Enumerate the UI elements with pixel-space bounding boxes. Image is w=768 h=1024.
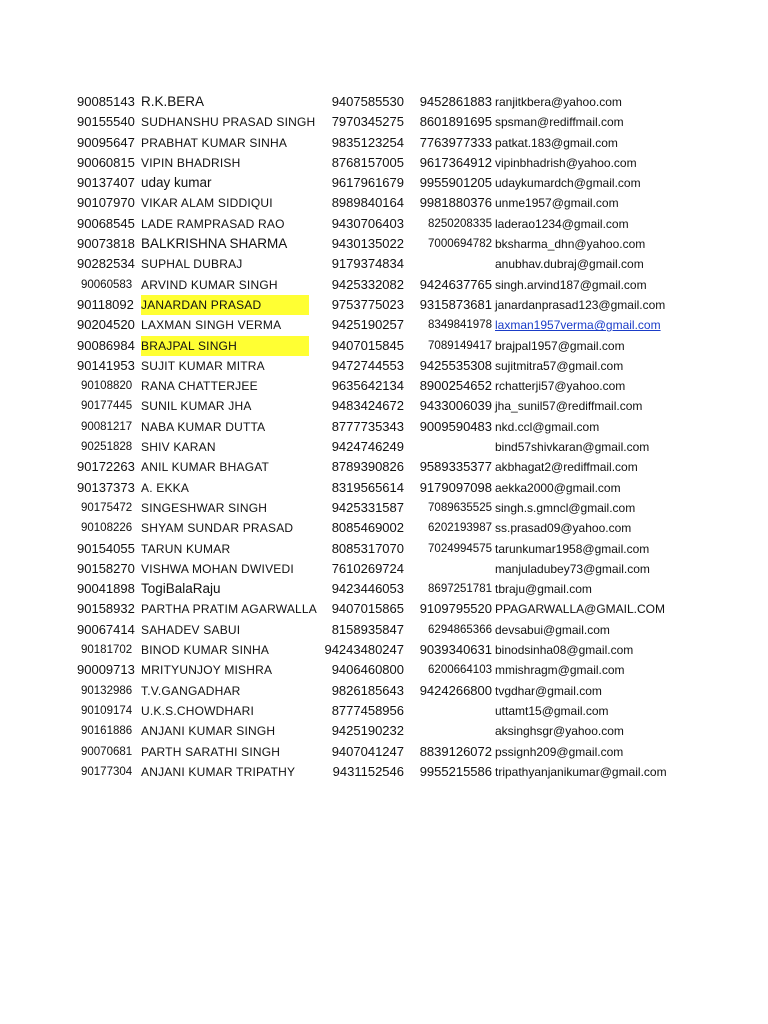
- employee-id: 90095647: [77, 134, 135, 150]
- employee-name: SUDHANSHU PRASAD SINGH: [141, 115, 316, 130]
- email-address: binodsinha08@gmail.com: [495, 643, 634, 658]
- phone-secondary: 9617364912: [419, 154, 492, 170]
- employee-name: T.V.GANGADHAR: [141, 683, 241, 698]
- phone-secondary: 7024994575: [428, 542, 492, 555]
- employee-name: BRAJPAL SINGH: [141, 336, 309, 356]
- phone-secondary: 7000694782: [428, 238, 492, 251]
- email-address: vipinbhadrish@yahoo.com: [495, 155, 637, 170]
- phone-primary: 9407585530: [331, 94, 404, 109]
- table-row: [0, 173, 768, 193]
- phone-primary: 9425190257: [331, 317, 404, 333]
- email-address: udaykumardch@gmail.com: [495, 176, 641, 191]
- phone-primary: 7610269724: [331, 560, 404, 576]
- employee-name: A. EKKA: [141, 480, 190, 495]
- phone-secondary: 9424266800: [419, 682, 492, 698]
- phone-primary: 9431152546: [332, 763, 404, 779]
- table-row: [0, 336, 768, 356]
- email-address: unme1957@gmail.com: [495, 196, 619, 211]
- employee-id: 90108226: [81, 522, 133, 535]
- phone-secondary: 9425535308: [419, 357, 492, 373]
- employee-id: 90158270: [77, 560, 135, 576]
- phone-primary: 9635642134: [331, 378, 404, 394]
- email-address: singh.arvind187@gmail.com: [495, 277, 647, 292]
- phone-secondary: 6294865366: [428, 623, 492, 636]
- employee-id: 90251828: [81, 441, 133, 454]
- table-row: [0, 559, 768, 579]
- employee-name: MRITYUNJOY MISHRA: [141, 663, 273, 678]
- email-address: sujitmitra57@gmail.com: [495, 358, 624, 373]
- table-row: [0, 640, 768, 660]
- email-address[interactable]: laxman1957verma@gmail.com: [495, 318, 661, 333]
- email-address: tbraju@gmail.com: [495, 582, 592, 597]
- employee-id: 90009713: [77, 662, 135, 678]
- employee-name: SHIV KARAN: [141, 440, 216, 455]
- email-address: ss.prasad09@yahoo.com: [495, 521, 632, 536]
- phone-primary: 9424746249: [331, 439, 404, 455]
- employee-id: 90060815: [77, 154, 135, 170]
- employee-id: 90108820: [81, 380, 133, 393]
- phone-secondary: 7089149417: [428, 339, 492, 352]
- table-row: [0, 498, 768, 518]
- employee-id: 90041898: [77, 581, 135, 597]
- phone-secondary: 8900254652: [419, 378, 492, 394]
- employee-id: 90172263: [77, 459, 135, 475]
- table-row: [0, 762, 768, 782]
- phone-primary: 9826185643: [331, 682, 404, 698]
- table-row: [0, 437, 768, 457]
- phone-primary: 9179374834: [331, 256, 404, 272]
- employee-id: 90177304: [81, 765, 133, 778]
- phone-secondary: 9452861883: [419, 94, 492, 109]
- email-address: jha_sunil57@rediffmail.com: [495, 399, 643, 414]
- table-row: [0, 396, 768, 416]
- phone-secondary: 9433006039: [419, 398, 492, 414]
- table-row: [0, 112, 768, 132]
- employee-id: 90137373: [77, 479, 135, 495]
- employee-id: 90060583: [81, 278, 133, 291]
- table-row: [0, 214, 768, 234]
- email-address: rchatterji57@yahoo.com: [495, 379, 626, 394]
- table-row: [0, 457, 768, 477]
- table-row: [0, 681, 768, 701]
- phone-secondary: 9424637765: [419, 276, 492, 292]
- employee-name: LAXMAN SINGH VERMA: [141, 318, 282, 333]
- email-address: mmishragm@gmail.com: [495, 663, 625, 678]
- phone-primary: 9430706403: [331, 215, 404, 231]
- employee-name: VIKAR ALAM SIDDIQUI: [141, 196, 273, 211]
- phone-primary: 9407015865: [331, 601, 404, 617]
- table-row: [0, 376, 768, 396]
- email-address: brajpal1957@gmail.com: [495, 338, 625, 353]
- employee-id: 90141953: [77, 357, 135, 373]
- employee-name: VISHWA MOHAN DWIVEDI: [141, 561, 294, 576]
- phone-primary: 9406460800: [331, 662, 404, 678]
- employee-name: TogiBalaRaju: [141, 581, 221, 597]
- phone-secondary: 8250208335: [428, 217, 492, 230]
- email-address: tvgdhar@gmail.com: [495, 683, 602, 698]
- employee-name: SUJIT KUMAR MITRA: [141, 358, 265, 373]
- employee-name: PRABHAT KUMAR SINHA: [141, 135, 288, 150]
- email-address: aekka2000@gmail.com: [495, 480, 621, 495]
- phone-secondary: 9039340631: [419, 642, 492, 658]
- employee-name: ARVIND KUMAR SINGH: [141, 277, 278, 292]
- employee-name: SAHADEV SABUI: [141, 622, 241, 637]
- employee-name: R.K.BERA: [141, 94, 205, 109]
- phone-secondary: 6200664103: [428, 664, 492, 677]
- employee-id: 90118092: [77, 296, 134, 312]
- phone-secondary: 9955215586: [419, 763, 492, 779]
- phone-primary: 9483424672: [331, 398, 404, 414]
- employee-name: PARTH SARATHI SINGH: [141, 744, 281, 759]
- phone-secondary: 9589335377: [419, 459, 492, 475]
- table-row: [0, 193, 768, 213]
- table-row: [0, 356, 768, 376]
- phone-primary: 9835123254: [331, 134, 404, 150]
- employee-id: 90081217: [81, 420, 133, 433]
- table-row: [0, 133, 768, 153]
- phone-secondary: 8349841978: [428, 319, 492, 332]
- phone-secondary: 7089635525: [428, 501, 492, 514]
- phone-primary: 8319565614: [331, 479, 404, 495]
- email-address: devsabui@gmail.com: [495, 622, 610, 637]
- phone-secondary: 8839126072: [419, 743, 492, 759]
- employee-id: 90181702: [81, 644, 133, 657]
- table-row: [0, 254, 768, 274]
- phone-primary: 8768157005: [331, 154, 404, 170]
- phone-secondary: 9109795520: [419, 601, 492, 617]
- employee-name: ANJANI KUMAR TRIPATHY: [141, 764, 296, 779]
- employee-name: VIPIN BHADRISH: [141, 155, 241, 170]
- phone-secondary: 8601891695: [419, 114, 492, 130]
- table-row: [0, 478, 768, 498]
- employee-name: BALKRISHNA SHARMA: [141, 236, 288, 252]
- employee-id: 90086984: [77, 337, 135, 353]
- employee-id: 90070681: [81, 745, 133, 758]
- phone-secondary: 9179097098: [419, 479, 492, 495]
- table-row: [0, 153, 768, 173]
- phone-primary: 9753775023: [331, 296, 404, 312]
- employee-id: 90177445: [81, 400, 133, 413]
- employee-name: SUPHAL DUBRAJ: [141, 257, 243, 272]
- email-address: akbhagat2@rediffmail.com: [495, 460, 638, 475]
- phone-secondary: 7763977333: [419, 134, 492, 150]
- employee-id: 90067414: [77, 621, 135, 637]
- phone-secondary: 9315873681: [419, 296, 492, 312]
- employee-name: BINOD KUMAR SINHA: [141, 643, 270, 658]
- table-row: [0, 660, 768, 680]
- email-address: janardanprasad123@gmail.com: [495, 297, 666, 312]
- email-address: bksharma_dhn@yahoo.com: [495, 237, 646, 252]
- email-address: ranjitkbera@yahoo.com: [495, 95, 622, 109]
- table-row: [0, 417, 768, 437]
- phone-primary: 9407015845: [331, 337, 404, 353]
- phone-primary: 9425331587: [331, 499, 404, 515]
- employee-id: 90109174: [81, 704, 133, 717]
- email-address: PPAGARWALLA@GMAIL.COM: [495, 602, 665, 617]
- phone-primary: 8085469002: [331, 520, 404, 536]
- table-row: [0, 742, 768, 762]
- phone-primary: 8989840164: [331, 195, 404, 211]
- employee-name: U.K.S.CHOWDHARI: [141, 703, 255, 718]
- employee-name: SINGESHWAR SINGH: [141, 500, 268, 515]
- phone-primary: 8789390826: [331, 459, 404, 475]
- phone-primary: 94243480247: [324, 642, 404, 658]
- email-address: laderao1234@gmail.com: [495, 216, 629, 231]
- table-row: [0, 275, 768, 295]
- phone-primary: 9425332082: [331, 276, 404, 292]
- phone-secondary: 9009590483: [419, 418, 492, 434]
- employee-id: 90161886: [81, 725, 133, 738]
- employee-name: LADE RAMPRASAD RAO: [141, 216, 285, 231]
- email-address: patkat.183@gmail.com: [495, 135, 618, 150]
- email-address: manjuladubey73@gmail.com: [495, 561, 650, 576]
- employee-id: 90107970: [77, 195, 135, 211]
- employee-id: 90158932: [77, 601, 135, 617]
- employee-name: TARUN KUMAR: [141, 541, 231, 556]
- employee-id: 90175472: [81, 501, 133, 514]
- email-address: pssignh209@gmail.com: [495, 744, 624, 759]
- table-row: [0, 92, 768, 112]
- phone-secondary: 9981880376: [419, 195, 492, 211]
- employee-id: 90137407: [77, 175, 135, 191]
- phone-primary: 8777458956: [331, 702, 404, 718]
- table-row: [0, 234, 768, 254]
- employee-name: SUNIL KUMAR JHA: [141, 399, 252, 414]
- email-address: anubhav.dubraj@gmail.com: [495, 257, 644, 272]
- employee-id: 90155540: [77, 114, 135, 130]
- table-row: [0, 721, 768, 741]
- table-row: [0, 701, 768, 721]
- employee-id: 90204520: [77, 317, 135, 333]
- employee-id: 90085143: [77, 94, 135, 109]
- table-row: [0, 579, 768, 599]
- email-address: nkd.ccl@gmail.com: [495, 419, 600, 434]
- phone-primary: 8777735343: [331, 418, 404, 434]
- phone-primary: 9617961679: [331, 175, 404, 191]
- employee-id: 90132986: [81, 684, 133, 697]
- table-row: [0, 620, 768, 640]
- employee-name: uday kumar: [141, 175, 212, 191]
- employee-id: 90073818: [77, 236, 135, 252]
- table-row: [0, 539, 768, 559]
- phone-primary: 9423446053: [331, 581, 404, 597]
- email-address: aksinghsgr@yahoo.com: [495, 724, 624, 739]
- employee-name: JANARDAN PRASAD: [141, 295, 309, 315]
- email-address: tripathyanjanikumar@gmail.com: [495, 764, 667, 779]
- table-row: [0, 315, 768, 335]
- phone-secondary: 9955901205: [419, 175, 492, 191]
- email-address: singh.s.gmncl@gmail.com: [495, 500, 636, 515]
- phone-primary: 8158935847: [331, 621, 404, 637]
- contact-list: [0, 92, 768, 782]
- phone-primary: 9472744553: [331, 357, 404, 373]
- email-address: spsman@rediffmail.com: [495, 115, 624, 130]
- email-address: tarunkumar1958@gmail.com: [495, 541, 650, 556]
- phone-primary: 9425190232: [331, 723, 404, 739]
- employee-name: NABA KUMAR DUTTA: [141, 419, 266, 434]
- phone-primary: 9407041247: [331, 743, 404, 759]
- employee-name: RANA CHATTERJEE: [141, 379, 258, 394]
- phone-primary: 7970345275: [331, 114, 404, 130]
- email-address: uttamt15@gmail.com: [495, 703, 609, 718]
- table-row: [0, 599, 768, 619]
- employee-name: SHYAM SUNDAR PRASAD: [141, 521, 294, 536]
- employee-name: ANIL KUMAR BHAGAT: [141, 460, 270, 475]
- employee-name: ANJANI KUMAR SINGH: [141, 724, 276, 739]
- email-address: bind57shivkaran@gmail.com: [495, 440, 650, 455]
- employee-id: 90154055: [77, 540, 135, 556]
- table-row: [0, 518, 768, 538]
- employee-id: 90282534: [77, 256, 135, 272]
- employee-id: 90068545: [77, 215, 135, 231]
- employee-name: PARTHA PRATIM AGARWALLA: [141, 602, 317, 617]
- phone-secondary: 8697251781: [428, 583, 492, 596]
- phone-secondary: 6202193987: [428, 522, 492, 535]
- phone-primary: 8085317070: [331, 540, 404, 556]
- table-row: [0, 295, 768, 315]
- phone-primary: 9430135022: [331, 236, 404, 252]
